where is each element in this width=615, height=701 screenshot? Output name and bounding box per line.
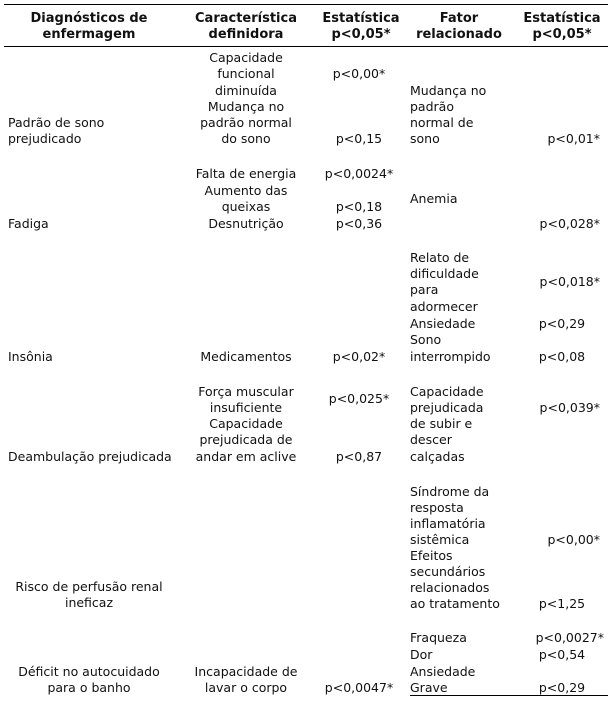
statistic-value: p<0,025*	[328, 391, 390, 406]
factor-line: de subir e	[410, 416, 473, 431]
statistic-value: p<0,01*	[547, 131, 600, 146]
factor-line: prejudicada	[410, 400, 484, 415]
statistic-value: p<1,25	[538, 596, 586, 611]
factor-line: inflamatória	[410, 516, 486, 531]
factor-line: Relato de	[410, 250, 470, 265]
statistic-value: p<0,0024*	[324, 166, 394, 181]
results-table	[4, 4, 608, 696]
statistic-value: p<0,36	[335, 216, 383, 231]
statistic-value: p<0,00*	[332, 66, 386, 81]
statistic-value: p<0,0047*	[324, 680, 394, 695]
factor-line: resposta	[410, 500, 464, 515]
statistic-value: p<0,018*	[539, 274, 600, 289]
diagnosis-cell-line: Déficit no autocuidado	[18, 664, 160, 679]
factor-line: Grave	[410, 680, 448, 695]
diagnosis-cell-line: Risco de perfusão renal	[15, 579, 163, 594]
factor-line: relacionados	[410, 580, 490, 595]
statistic-value: p<0,29	[538, 316, 586, 331]
characteristic-line: Falta de energia	[195, 166, 297, 181]
factor-line: ao tratamento	[410, 596, 500, 611]
diagnosis-cell-line: para o banho	[47, 680, 131, 695]
factor-line: Ansiedade	[410, 664, 476, 679]
statistic-value: p<0,0027*	[535, 630, 604, 645]
header-statistic-1-line1: Estatística	[322, 11, 400, 26]
diagnosis-cell-line: Deambulação prejudicada	[8, 449, 172, 464]
header-statistic-2-line1: Estatística	[523, 11, 601, 26]
factor-line: para	[410, 282, 439, 297]
header-factor-line2: relacionado	[416, 27, 502, 42]
factor-line: Fraqueza	[410, 630, 467, 645]
factor-line: Anemia	[410, 191, 458, 206]
diagnosis-cell-line: ineficaz	[64, 595, 114, 610]
header-statistic-2-line2: p<0,05*	[532, 27, 592, 42]
characteristic-line: funcional	[217, 66, 275, 81]
factor-line: sistêmica	[410, 532, 470, 547]
diagnosis-cell-line: Fadiga	[8, 216, 49, 231]
factor-line: padrão	[410, 99, 454, 114]
factor-line: Síndrome da	[410, 484, 490, 499]
characteristic-line: lavar o corpo	[204, 680, 288, 695]
characteristic-line: do sono	[221, 131, 271, 146]
characteristic-line: prejudicada de	[199, 432, 293, 447]
factor-line: Efeitos	[410, 548, 453, 563]
factor-line: descer	[410, 432, 452, 447]
diagnosis-cell-line: Insônia	[8, 349, 53, 364]
statistic-value: p<0,54	[538, 647, 586, 662]
statistic-value: p<0,15	[335, 131, 383, 146]
diagnosis-cell-line: Padrão de sono	[8, 115, 105, 130]
statistic-value: p<0,00*	[547, 532, 600, 547]
header-bottom-rule	[4, 46, 608, 47]
characteristic-line: Capacidade	[209, 416, 283, 431]
header-characteristic-line2: definidora	[208, 27, 284, 42]
characteristic-line: Incapacidade de	[194, 664, 298, 679]
statistic-value: p<0,028*	[539, 216, 600, 231]
factor-line: Sono	[410, 332, 442, 347]
characteristic-line: insuficiente	[209, 400, 283, 415]
factor-line: Ansiedade	[410, 316, 476, 331]
characteristic-line: Desnutrição	[208, 216, 284, 231]
factor-line: Dor	[410, 647, 433, 662]
statistic-value: p<0,02*	[332, 349, 386, 364]
characteristic-line: Medicamentos	[200, 349, 292, 364]
characteristic-line: queixas	[221, 199, 271, 214]
characteristic-line: Capacidade	[209, 50, 283, 65]
factor-line: Capacidade	[410, 384, 484, 399]
characteristic-line: Força muscular	[198, 384, 294, 399]
statistic-value: p<0,18	[335, 199, 383, 214]
statistic-value: p<0,87	[335, 449, 383, 464]
header-diagnosis-line1: Diagnósticos de	[30, 11, 148, 26]
factor-line: Mudança no	[410, 83, 487, 98]
characteristic-line: diminuída	[215, 83, 277, 98]
header-statistic-1-line2: p<0,05*	[331, 27, 391, 42]
factor-line: adormecer	[410, 299, 478, 314]
factor-line: sono	[410, 131, 440, 146]
factor-line: normal de	[410, 115, 474, 130]
header-factor-line1: Fator	[439, 11, 479, 26]
factor-line: interrompido	[410, 349, 491, 364]
header-diagnosis-line2: enfermagem	[42, 27, 136, 42]
factor-line: secundários	[410, 564, 486, 579]
header-characteristic-line1: Característica	[195, 11, 297, 26]
statistic-value: p<0,039*	[539, 400, 600, 415]
characteristic-line: Mudança no	[207, 99, 285, 114]
table-top-rule	[4, 4, 608, 5]
statistic-value: p<0,29	[538, 680, 586, 695]
statistic-value: p<0,08	[538, 349, 586, 364]
characteristic-line: andar em aclive	[195, 449, 297, 464]
factor-line: calçadas	[410, 449, 465, 464]
diagnosis-cell-line: prejudicado	[8, 131, 82, 146]
characteristic-line: Aumento das	[204, 183, 288, 198]
characteristic-line: padrão normal	[200, 115, 292, 130]
factor-line: dificuldade	[410, 266, 479, 281]
